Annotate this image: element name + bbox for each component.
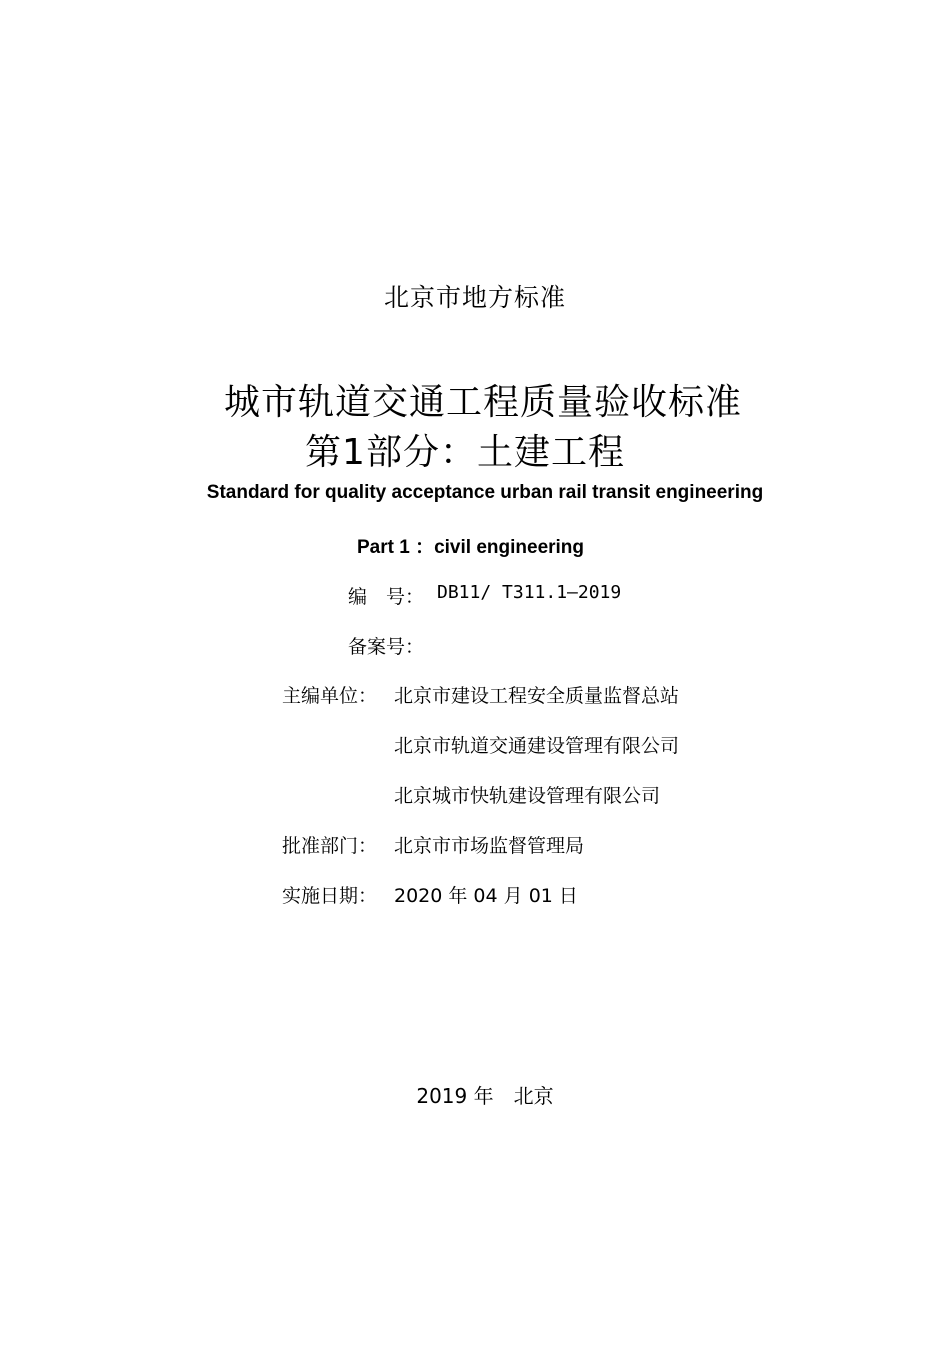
- standard-category: 北京市地方标准: [383, 283, 566, 312]
- document-title: 城市轨道交通工程质量验收标准: [223, 382, 742, 423]
- record-number-label: 备案号：: [348, 636, 425, 658]
- chief-editor-label: 主编单位：: [282, 685, 378, 707]
- chief-editor-unit: 北京城市快轨建设管理有限公司: [394, 785, 661, 807]
- chief-editor-unit: 北京市建设工程安全质量监督总站: [394, 685, 680, 707]
- publication-year-place: 2019 年 北京: [416, 1084, 554, 1108]
- document-subtitle: 第1部分：土建工程: [305, 432, 625, 473]
- english-part-title: Part 1 ：civil engineering: [357, 537, 585, 558]
- implementation-date-label: 实施日期：: [282, 885, 378, 907]
- code-label: 编 号：: [348, 586, 425, 608]
- english-title: Standard for quality acceptance urban rail transit engineering: [206, 482, 764, 503]
- approval-department-value: 北京市市场监督管理局: [394, 835, 585, 857]
- chief-editor-unit: 北京市轨道交通建设管理有限公司: [394, 735, 680, 757]
- code-value: DB11/ T311.1—2019: [437, 582, 622, 603]
- implementation-date-value: 2020 年 04 月 01 日: [394, 885, 578, 907]
- approval-department-label: 批准部门：: [282, 835, 378, 857]
